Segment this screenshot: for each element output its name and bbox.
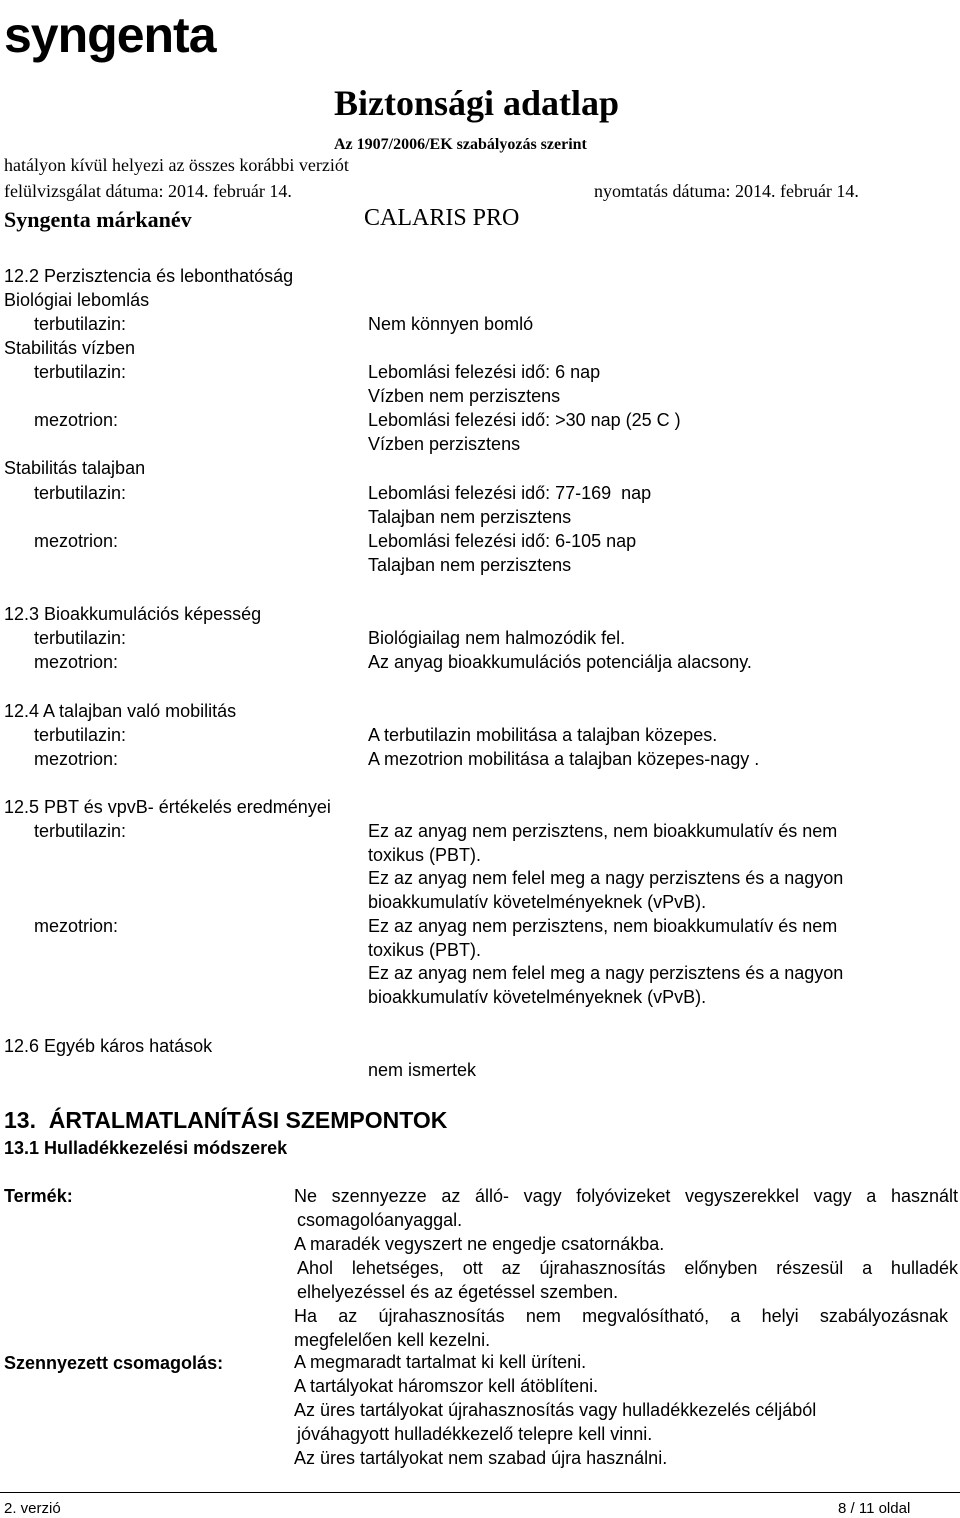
packaging-line-2: A tartályokat háromszor kell átöblíteni. — [294, 1376, 599, 1396]
mobility-value-1: A terbutilazin mobilitása a talajban közepes. — [368, 725, 718, 745]
section-12-2-heading: 12.2 Perzisztencia és lebonthatóság — [4, 266, 294, 286]
pbt-text-6: toxikus (PBT). — [368, 940, 482, 960]
bioacc-substance-2: mezotrion: — [34, 652, 119, 672]
water-substance-1: terbutilazin: — [34, 362, 127, 382]
disposal-line-4: Ahol lehetséges, ott az újrahasznosítás előnyben részesül a hulladék — [297, 1258, 958, 1278]
biodeg-value: Nem könnyen bomló — [368, 314, 534, 334]
disposal-line-3: A maradék vegyszert ne engedje csatornákba. — [294, 1234, 665, 1254]
disposal-line-6: Ha az újrahasznosítás nem megvalósítható, a helyi szabályozásnak — [294, 1306, 948, 1326]
contaminated-packaging-label: Szennyezett csomagolás: — [4, 1353, 224, 1373]
bioacc-value-2: Az anyag bioakkumulációs potenciálja alacsony. — [368, 652, 752, 672]
water-value-2a: Lebomlási felezési idő: >30 nap (25 C ) — [368, 410, 681, 430]
soil-substance-1: terbutilazin: — [34, 483, 127, 503]
water-value-2b: Vízben perzisztens — [368, 434, 521, 454]
water-stability-heading: Stabilitás vízben — [4, 338, 136, 358]
bioacc-substance-1: terbutilazin: — [34, 628, 127, 648]
version-label: 2. verzió — [4, 1500, 61, 1517]
supersedes-note: hatályon kívül helyezi az összes korábbi verziót — [4, 155, 349, 175]
pbt-substance-2: mezotrion: — [34, 916, 119, 936]
pbt-text-5: Ez az anyag nem perzisztens, nem bioakkumulatív és nem — [368, 916, 838, 936]
pbt-text-7: Ez az anyag nem felel meg a nagy perzisztens és a nagyon — [368, 963, 844, 983]
soil-substance-2: mezotrion: — [34, 531, 119, 551]
page-number: 8 / 11 oldal — [838, 1500, 911, 1517]
footer-divider — [0, 1492, 960, 1493]
pbt-text-2: toxikus (PBT). — [368, 845, 482, 865]
biodegradation-heading: Biológiai lebomlás — [4, 290, 150, 310]
product-name: CALARIS PRO — [364, 205, 520, 231]
disposal-product-text — [294, 1184, 958, 1352]
water-value-1a: Lebomlási felezési idő: 6 nap — [368, 362, 601, 382]
section-12-6-heading: 12.6 Egyéb káros hatások — [4, 1036, 213, 1056]
regulation-note: Az 1907/2006/EK szabályozás szerint — [334, 136, 587, 153]
packaging-line-1: A megmaradt tartalmat ki kell üríteni. — [294, 1352, 587, 1372]
document-title: Biztonsági adatlap — [334, 83, 620, 123]
pbt-text-1: Ez az anyag nem perzisztens, nem bioakkumulatív és nem — [368, 821, 838, 841]
mobility-substance-2: mezotrion: — [34, 749, 119, 769]
soil-value-1a: Lebomlási felezési idő: 77-169 nap — [368, 483, 652, 503]
section-12-3-heading: 12.3 Bioakkumulációs képesség — [4, 604, 262, 624]
section-12-5-heading: 12.5 PBT és vpvB- értékelés eredményei — [4, 797, 331, 817]
soil-stability-heading: Stabilitás talajban — [4, 458, 146, 478]
soil-value-2b: Talajban nem perzisztens — [368, 555, 572, 575]
disposal-line-7: megfelelően kell kezelni. — [294, 1330, 491, 1350]
soil-value-1b: Talajban nem perzisztens — [368, 507, 572, 527]
section-13-heading: 13. ÁRTALMATLANÍTÁSI SZEMPONTOK — [4, 1107, 448, 1133]
packaging-line-3: Az üres tartályokat újrahasznosítás vagy hulladékkezelés céljából — [294, 1400, 817, 1420]
section-13-1-heading: 13.1 Hulladékkezelési módszerek — [4, 1138, 288, 1158]
brand-label: Syngenta márkanév — [4, 207, 192, 232]
disposal-line-5: elhelyezéssel és az égetéssel szemben. — [297, 1282, 619, 1302]
mobility-value-2: A mezotrion mobilitása a talajban közepes-nagy . — [368, 749, 760, 769]
packaging-line-5: Az üres tartályokat nem szabad újra használni. — [294, 1448, 668, 1468]
print-date: nyomtatás dátuma: 2014. február 14. — [594, 181, 859, 201]
revision-date: felülvizsgálat dátuma: 2014. február 14. — [4, 181, 292, 201]
packaging-line-4: jóváhagyott hulladékkezelő telepre kell vinni. — [297, 1424, 653, 1444]
disposal-line-2: csomagolóanyaggal. — [297, 1210, 463, 1230]
bioacc-value-1: Biológiailag nem halmozódik fel. — [368, 628, 626, 648]
mobility-substance-1: terbutilazin: — [34, 725, 127, 745]
pbt-text-4: bioakkumulatív követelményeknek (vPvB). — [368, 892, 707, 912]
pbt-text-8: bioakkumulatív követelményeknek (vPvB). — [368, 987, 707, 1007]
packaging-text — [294, 1350, 816, 1470]
water-substance-2: mezotrion: — [34, 410, 119, 430]
water-value-1b: Vízben nem perzisztens — [368, 386, 561, 406]
disposal-line-1: Ne szennyezze az álló- vagy folyóvizeket vegyszerekkel vagy a használt — [294, 1186, 958, 1206]
syngenta-logo: syngenta — [4, 7, 216, 63]
pbt-substance-1: terbutilazin: — [34, 821, 127, 841]
product-label: Termék: — [4, 1186, 73, 1206]
section-12-4-heading: 12.4 A talajban való mobilitás — [4, 701, 237, 721]
biodeg-substance: terbutilazin: — [34, 314, 127, 334]
pbt-text-3: Ez az anyag nem felel meg a nagy perzisztens és a nagyon — [368, 868, 844, 888]
other-effects-value: nem ismertek — [368, 1060, 477, 1080]
soil-value-2a: Lebomlási felezési idő: 6-105 nap — [368, 531, 637, 551]
